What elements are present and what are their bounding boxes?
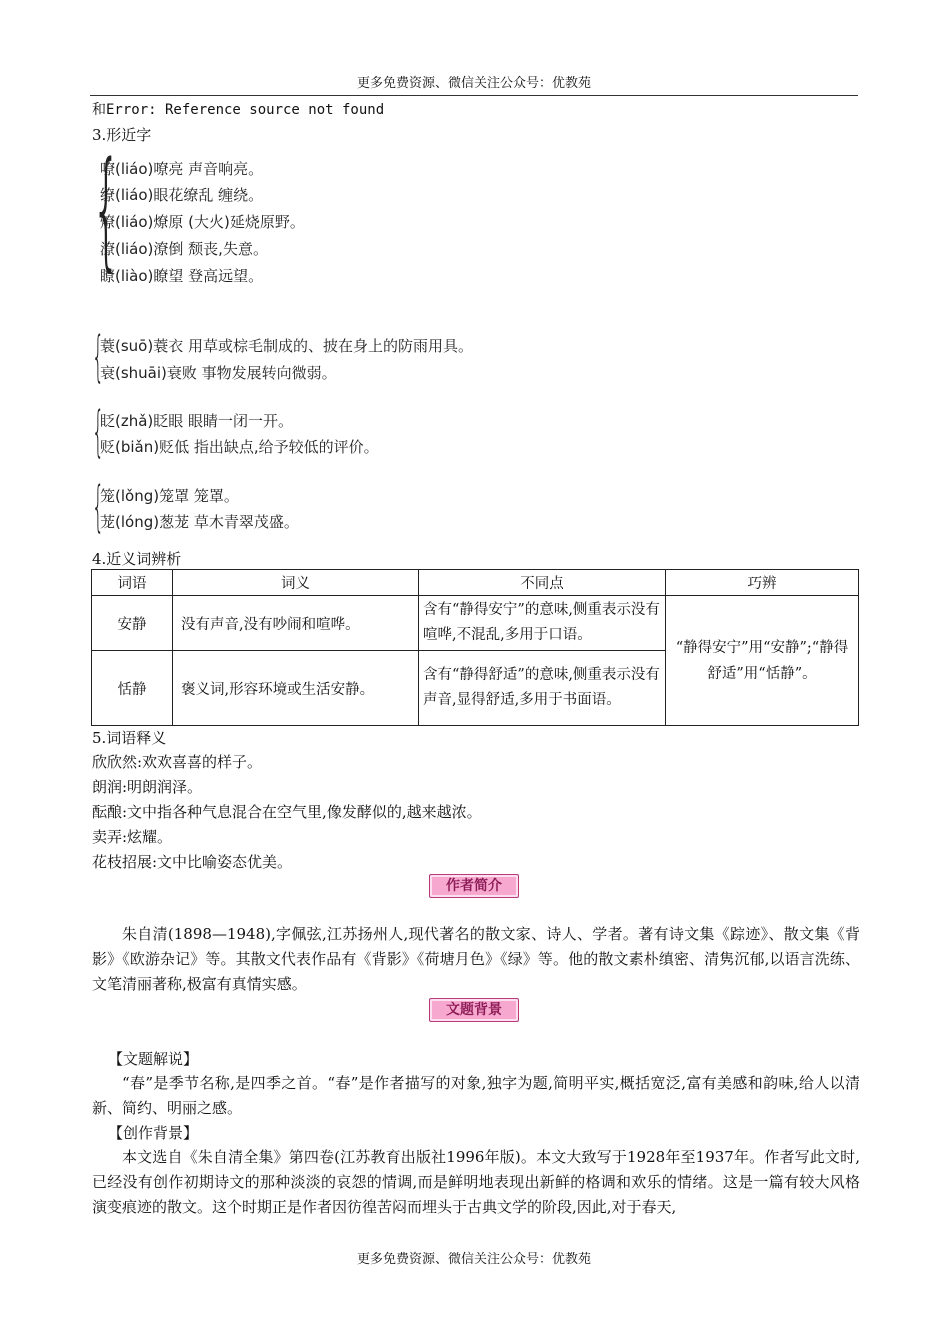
group1-line: 缭(liáo)眼花缭乱 缠绕。	[100, 186, 264, 204]
brace-icon: {	[92, 475, 105, 538]
table-cell-meaning: 没有声音,没有吵闹和喧哗。	[173, 596, 419, 651]
group4-line: 茏(lóng)葱茏 草木青翠茂盛。	[100, 513, 299, 531]
title-paragraph: “春”是季节名称,是四季之首。“春”是作者描写的对象,独字为题,简明平实,概括宽泛,富有美感和韵味,给人以清新、简约、明丽之感。	[92, 1074, 860, 1117]
table-cell-diff: 含有“静得舒适”的意味,侧重表示没有声音,显得舒适,多用于书面语。	[419, 651, 666, 726]
synonym-table	[91, 569, 859, 726]
group1-line: 燎(liáo)燎原 (大火)延烧原野。	[100, 213, 305, 231]
table-header-cell: 词语	[92, 570, 173, 596]
brace-icon: {	[92, 325, 105, 388]
group3-line: 贬(biǎn)贬低 指出缺点,给予较低的评价。	[100, 438, 379, 456]
section-3-title: 3.形近字	[92, 126, 152, 144]
definition-item: 酝酿:文中指各种气息混合在空气里,像发酵似的,越来越浓。	[92, 803, 482, 821]
table-cell-diff: 含有“静得安宁”的意味,侧重表示没有喧哗,不混乱,多用于口语。	[419, 596, 666, 651]
table-cell-meaning: 褒义词,形容环境或生活安静。	[173, 651, 419, 726]
author-intro-badge: 作者简介	[429, 874, 519, 898]
group1-line: 潦(liáo)潦倒 颓丧,失意。	[100, 240, 268, 258]
background-badge: 文题背景	[429, 998, 519, 1022]
table-header-row	[92, 570, 859, 596]
subheading-writing-background: 【创作背景】	[108, 1124, 199, 1142]
table-row	[92, 596, 859, 651]
definition-item: 欣欣然:欢欢喜喜的样子。	[92, 753, 263, 771]
brace-icon: {	[92, 135, 121, 284]
page-footer: 更多免费资源、微信关注公众号：优教苑	[356, 1252, 591, 1267]
group1-line: 瞭(liào)瞭望 登高远望。	[100, 267, 264, 285]
group2-line: 衰(shuāi)衰败 事物发展转向微弱。	[100, 364, 337, 382]
table-cell-word: 安静	[92, 596, 173, 651]
group1-line: 嘹(liáo)嘹亮 声音响亮。	[100, 160, 264, 178]
table-header-cell: 巧辨	[666, 570, 859, 596]
section-5-title: 5.词语释义	[92, 729, 167, 747]
background-paragraph: 本文选自《朱自清全集》第四卷(江苏教育出版社1996年版)。本文大致写于1928年至1937年。作者写此文时,已经没有创作初期诗文的那种淡淡的哀怨的情调,而是鲜明地表现出新鲜的格调和欢乐的情绪。这是一篇有较大风格演变痕迹的散文。这个时期正是作者因彷徨苦闷而埋头于古典文学的阶段,因此,对于春天,	[92, 1148, 860, 1216]
author-paragraph: 朱自清(1898—1948),字佩弦,江苏扬州人,现代著名的散文家、诗人、学者。著有诗文集《踪迹》、散文集《背影》《欧游杂记》等。其散文代表作品有《背影》《荷塘月色》《绿》等。他的散文素朴缜密、清隽沉郁,以语言洗练、文笔清丽著称,极富有真情实感。	[92, 925, 860, 993]
definition-item: 朗润:明朗润泽。	[92, 778, 203, 796]
subheading-title-explanation: 【文题解说】	[108, 1050, 199, 1068]
group4-line: 笼(lǒng)笼罩 笼罩。	[100, 487, 239, 505]
group3-line: 眨(zhǎ)眨眼 眼睛一闭一开。	[100, 412, 294, 430]
error-line: 和Error: Reference source not found	[92, 102, 385, 118]
section-4-title: 4.近义词辨析	[92, 550, 182, 568]
table-header-cell: 不同点	[419, 570, 666, 596]
table-cell-word: 恬静	[92, 651, 173, 726]
page-header: 更多免费资源、微信关注公众号：优教苑	[90, 72, 858, 96]
table-header-cell: 词义	[173, 570, 419, 596]
table-cell-tip: “静得安宁”用“安静”;“静得舒适”用“恬静”。	[666, 596, 859, 726]
brace-icon: {	[92, 400, 105, 463]
definition-item: 卖弄:炫耀。	[92, 828, 173, 846]
definition-item: 花枝招展:文中比喻姿态优美。	[92, 853, 293, 871]
group2-line: 蓑(suō)蓑衣 用草或棕毛制成的、披在身上的防雨用具。	[100, 337, 473, 355]
